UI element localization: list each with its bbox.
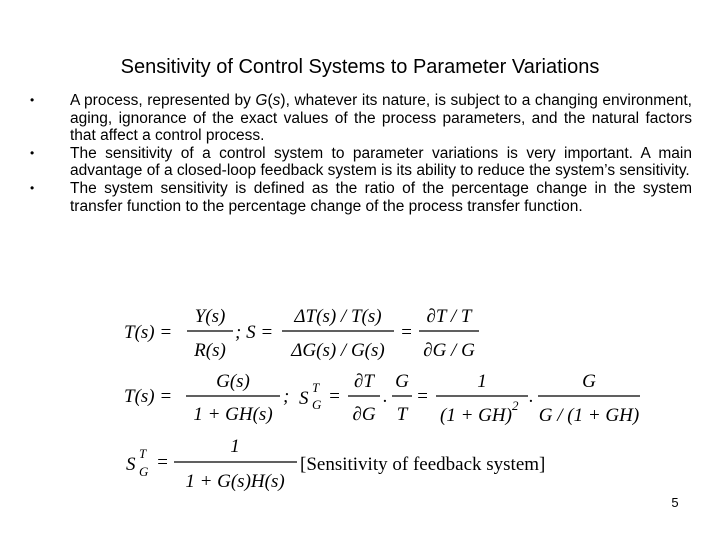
eq2-numerator-g: G(s) xyxy=(216,371,250,392)
eq3-subscript-g: G xyxy=(139,464,149,479)
bullet-italic-s: s xyxy=(272,92,281,109)
eq2-denominator-t: T xyxy=(396,404,408,425)
bullet-text-start: A process, represented by xyxy=(70,92,256,109)
eq3-note: [Sensitivity of feedback system] xyxy=(300,454,546,475)
eq2-denominator-squared: (1 + GH) xyxy=(440,405,512,426)
eq2-numerator-partial-t: ∂T xyxy=(354,371,374,392)
bullet-paren-close: ) xyxy=(280,92,286,109)
eq3-denominator: 1 + G(s)H(s) xyxy=(185,471,285,492)
eq2-exponent-two: 2 xyxy=(512,398,519,413)
eq2-denominator-partial-g: ∂G xyxy=(352,404,376,425)
eq3-numerator-one: 1 xyxy=(230,436,240,457)
bullet-marker: • xyxy=(30,93,35,107)
eq2-numerator-g: G xyxy=(582,371,596,392)
eq2-denominator-g-over: G / (1 + GH) xyxy=(538,405,640,426)
eq3-superscript-t: T xyxy=(139,446,147,461)
bullet-text: The sensitivity of a control system to parameter variations is very important. A main advantage of a closed-loop feedback system is its ability to reduce the system’s sensitivity. xyxy=(70,144,692,180)
eq2-numerator-one: 1 xyxy=(477,371,487,392)
eq2-equals-first: = xyxy=(328,386,341,407)
eq2-numerator-g: G xyxy=(395,371,409,392)
bullet-text: The system sensitivity is defined as the ratio of the percentage change in the system transfer function to the percentage change of the process transfer function. xyxy=(70,179,692,215)
eq2-dot: . xyxy=(529,386,534,407)
eq2-separator: ; xyxy=(283,386,290,407)
eq2-denominator-1-plus-gh: 1 + GH(s) xyxy=(193,404,273,425)
eq3-equals: = xyxy=(156,452,169,473)
eq2-subscript-g: G xyxy=(312,397,322,412)
eq1-equals: = xyxy=(400,322,413,343)
eq1-denominator-partial-g: ∂G / G xyxy=(423,340,475,361)
equation-transfer-function xyxy=(124,306,479,361)
eq1-lhs: T(s) = xyxy=(124,322,173,343)
eq1-denominator-r: R(s) xyxy=(194,340,226,361)
bullet-marker: • xyxy=(30,145,35,160)
eq3-sensitivity-symbol: S xyxy=(126,454,136,475)
bullet-marker: • xyxy=(30,180,35,195)
eq1-numerator-partial-t: ∂T / T xyxy=(426,306,472,327)
page-number: 5 xyxy=(671,495,679,510)
bullet-text-end: , whatever its nature, is subject to a changing environment, aging, ignorance of the exact values of the process parameters, and the natural factors that affect a control process. xyxy=(70,92,692,145)
eq2-sensitivity-symbol: S xyxy=(299,388,309,409)
equation-sensitivity-derivation xyxy=(124,371,640,426)
slide-title: Sensitivity of Control Systems to Parameter Variations xyxy=(120,56,600,78)
eq2-lhs: T(s) = xyxy=(124,386,173,407)
eq2-dot: . xyxy=(383,386,388,407)
eq2-equals-second: = xyxy=(416,386,429,407)
eq1-numerator-delta-t: ΔT(s) / T(s) xyxy=(294,306,382,327)
equation-feedback-sensitivity xyxy=(126,436,545,492)
bullet-italic-g: G xyxy=(255,92,268,109)
eq1-denominator-delta-g: ΔG(s) / G(s) xyxy=(291,340,385,361)
bullet-paren-open: ( xyxy=(267,92,273,109)
eq1-numerator-y: Y(s) xyxy=(194,306,226,327)
eq1-separator: ; S = xyxy=(235,322,274,343)
eq2-superscript-t: T xyxy=(312,380,320,395)
